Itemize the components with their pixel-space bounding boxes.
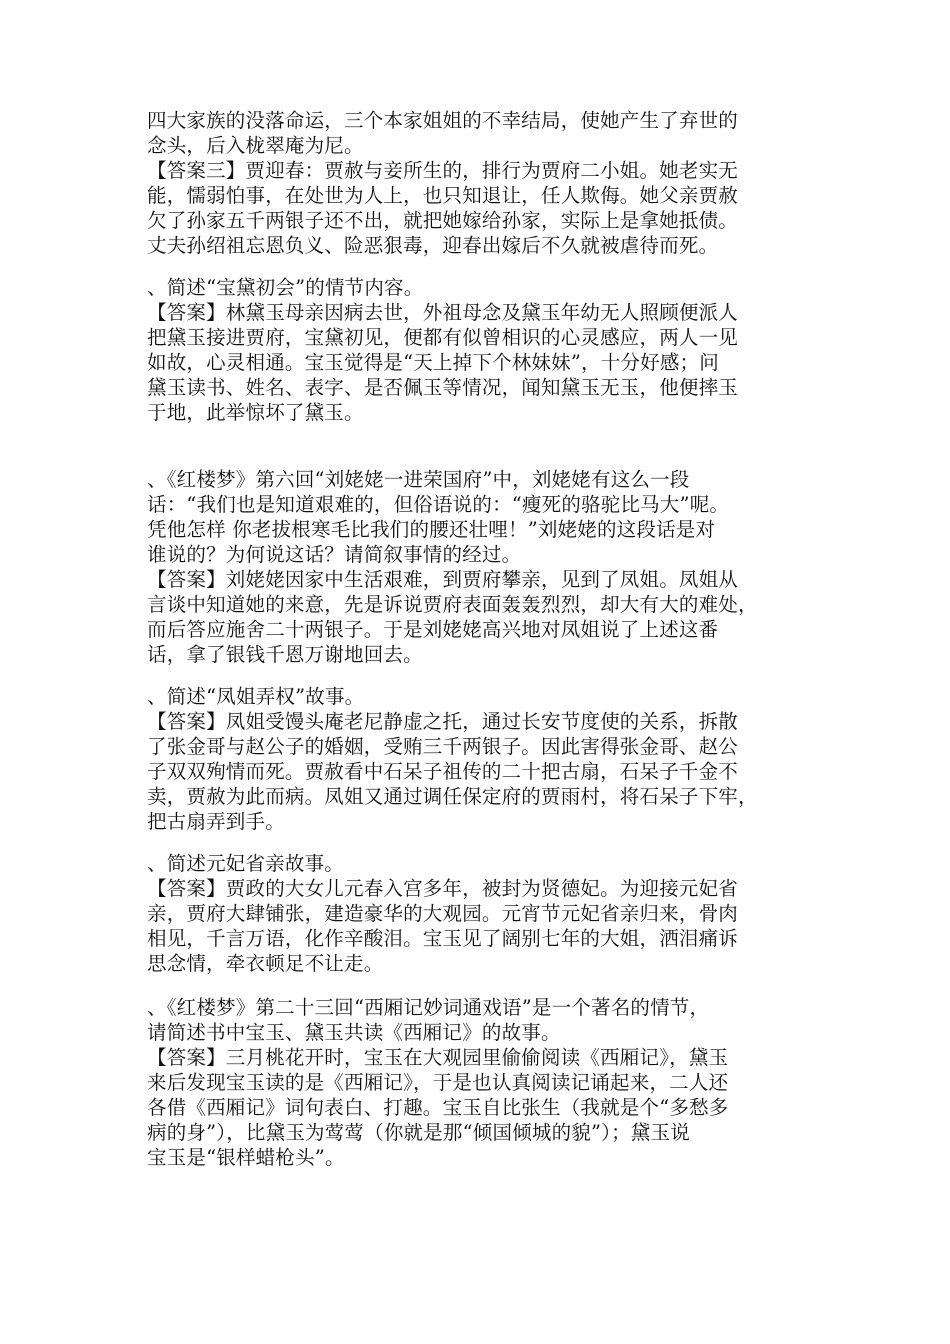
answer-line: 相见，千言万语，化作辛酸泪。宝玉见了阔别七年的大姐，洒泪痛诉 <box>147 927 739 950</box>
answer-line: 而后答应施舍二十两银子。于是刘姥姥高兴地对凤姐说了上述这番 <box>147 618 719 641</box>
question-line: 、简述“凤姐弄权”故事。 <box>147 685 365 708</box>
question-block-xixiangji <box>147 995 817 1170</box>
answer-line: 黛玉读书、姓名、表字、是否佩玉等情况，闻知黛玉无玉，他便摔玉 <box>147 376 739 399</box>
answer-line: 【答案】刘姥姥因家中生活艰难，到贾府攀亲，见到了凤姐。凤姐从 <box>147 568 739 591</box>
text-line: 欠了孙家五千两银子还不出，就把她嫁给孙家，实际上是拿她抵债。 <box>147 209 739 232</box>
answer-line: 宝玉是“银样蜡枪头”。 <box>147 1146 345 1169</box>
question-block-fengjie <box>147 684 817 834</box>
answer-line: 如故，心灵相通。宝玉觉得是“天上掉下个林妹妹”，十分好感；问 <box>147 351 719 374</box>
answer-line: 言谈中知道她的来意，先是诉说贾府表面轰轰烈烈，却大有大的难处， <box>147 593 758 616</box>
question-line: 、简述元妃省亲故事。 <box>147 852 345 875</box>
question-line: 谁说的？为何说这话？请简叙事情的经过。 <box>147 543 522 566</box>
question-block-baodai <box>147 275 817 425</box>
question-line: 、《红楼梦》第二十三回“西厢记妙词通戏语”是一个著名的情节， <box>147 996 710 1019</box>
question-block-yuanfei <box>147 851 817 976</box>
answer-line: 子双双殉情而死。贾赦看中石呆子祖传的二十把古扇，石呆子千金不 <box>147 760 739 783</box>
answer-line: 【答案】贾政的大女儿元春入宫多年，被封为贤德妃。为迎接元妃省 <box>147 877 739 900</box>
text-line: 丈夫孙绍祖忘恩负义、险恶狠毒，迎春出嫁后不久就被虐待而死。 <box>147 234 719 257</box>
question-line: 话：“我们也是知道艰难的，但俗语说的：“瘦死的骆驼比马大”呢。 <box>147 493 730 516</box>
answer-line: 【答案】林黛玉母亲因病去世，外祖母念及黛玉年幼无人照顾便派人 <box>147 301 739 324</box>
answer-line: 思念情，牵衣顿足不让走。 <box>147 952 384 975</box>
answer-line: 把古扇弄到手。 <box>147 810 285 833</box>
text-line: 念头，后入栊翠庵为尼。 <box>147 134 364 157</box>
answer-line: 【答案】三月桃花开时，宝玉在大观园里偷偷阅读《西厢记》，黛玉 <box>147 1046 729 1069</box>
answer-line: 【答案】凤姐受馒头庵老尼静虚之托，通过长安节度使的关系，拆散 <box>147 710 739 733</box>
answer-line: 卖，贾赦为此而病。凤姐又通过调任保定府的贾雨村，将石呆子下牢， <box>147 785 758 808</box>
answer-line: 话，拿了银钱千恩万谢地回去。 <box>147 643 423 666</box>
answer-line: 亲，贾府大肆铺张，建造豪华的大观园。元宵节元妃省亲归来，骨肉 <box>147 902 739 925</box>
answer-line: 把黛玉接进贾府，宝黛初见，便都有似曾相识的心灵感应，两人一见 <box>147 326 739 349</box>
question-line: 、简述“宝黛初会”的情节内容。 <box>147 276 424 299</box>
paragraph-block-1 <box>147 108 817 258</box>
question-block-liulaolao <box>147 467 817 667</box>
answer-line: 病的身”），比黛玉为莺莺（你就是那“倾国倾城的貌”）；黛玉说 <box>147 1121 690 1144</box>
answer-line: 于地，此举惊坏了黛玉。 <box>147 401 364 424</box>
answer-line: 各借《西厢记》词句表白、打趣。宝玉自比张生（我就是个“多愁多 <box>147 1096 729 1119</box>
question-line: 凭他怎样 你老拔根寒毛比我们的腰还壮哩！”刘姥姥的这段话是对 <box>147 518 716 541</box>
answer-line: 了张金哥与赵公子的婚姻，受贿三千两银子。因此害得张金哥、赵公 <box>147 735 739 758</box>
answer-line: 来后发现宝玉读的是《西厢记》，于是也认真阅读记诵起来，二人还 <box>147 1071 729 1094</box>
text-line: 能，懦弱怕事，在处世为人上，也只知退让，任人欺侮。她父亲贾赦 <box>147 184 739 207</box>
question-line: 请简述书中宝玉、黛玉共读《西厢记》的故事。 <box>147 1021 561 1044</box>
question-line: 、《红楼梦》第六回“刘姥姥一进荣国府”中，刘姥姥有这么一段 <box>147 468 690 491</box>
text-line: 四大家族的没落命运，三个本家姐姐的不幸结局，使她产生了弃世的 <box>147 109 739 132</box>
text-line: 【答案三】贾迎春：贾赦与妾所生的，排行为贾府二小姐。她老实无 <box>147 159 739 182</box>
